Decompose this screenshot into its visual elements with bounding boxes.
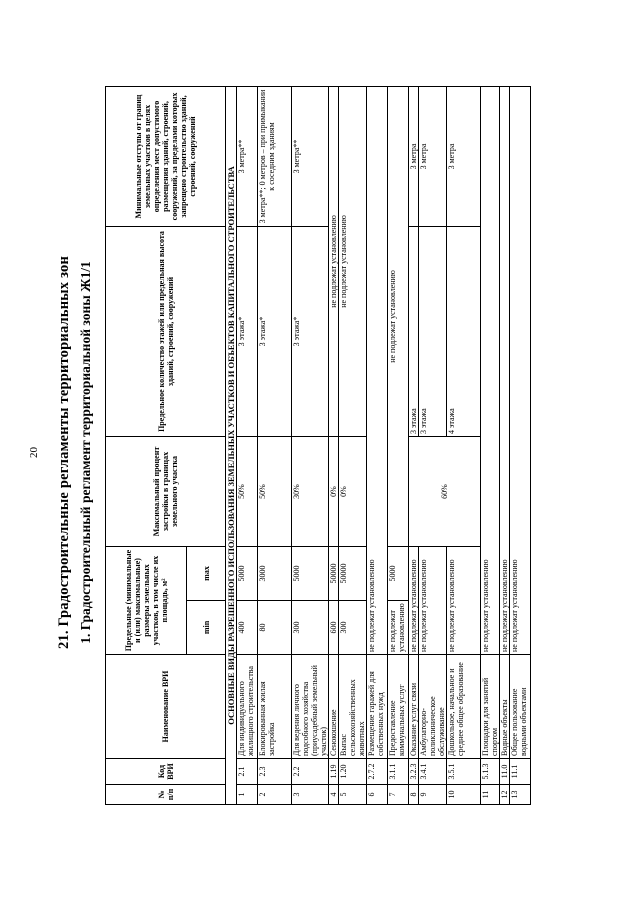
cell-code: 5.1.3 bbox=[481, 759, 500, 785]
cell-min: 300 bbox=[339, 601, 367, 655]
cell-merged-values: не подлежат установлению bbox=[510, 87, 531, 655]
cell-percent: 60% bbox=[409, 437, 481, 547]
cell-code: 3.1.1 bbox=[388, 759, 409, 785]
cell-num: 3 bbox=[292, 785, 329, 805]
table-row bbox=[367, 87, 388, 805]
cell-name: Размещение гаражей для собственных нужд bbox=[367, 655, 388, 759]
cell-name: Для индивидуального жилищного строительства bbox=[237, 655, 258, 759]
cell-sizes: не подлежат установлению bbox=[447, 547, 481, 655]
subsection-title: 1. Градостроительный регламент территориальной зоны Ж1/1 bbox=[78, 261, 93, 644]
cell-max: 3000 bbox=[258, 547, 292, 601]
page-number: 20 bbox=[28, 447, 40, 458]
cell-sizes: не подлежат установлению bbox=[419, 547, 447, 655]
cell-min: не подлежат установлению bbox=[388, 601, 409, 655]
cell-name: Общее пользование водными объектами bbox=[510, 655, 531, 759]
cell-percent: 0% bbox=[329, 437, 339, 547]
cell-num: 11 bbox=[481, 785, 500, 805]
header-floors: Предельное количество этажей или предельная высота зданий, строений, сооружений bbox=[106, 227, 226, 437]
cell-percent: 30% bbox=[292, 437, 329, 547]
cell-min: 300 bbox=[292, 601, 329, 655]
cell-setback: 3 метра**; 0 метров – при примыкании к соседним зданиям bbox=[258, 87, 292, 227]
cell-code: 2.2 bbox=[292, 759, 329, 785]
cell-code: 3.5.1 bbox=[447, 759, 481, 785]
header-code: Код ВРИ bbox=[106, 759, 226, 785]
cell-setback: 3 метра bbox=[409, 87, 419, 227]
cell-setback: 3 метра bbox=[419, 87, 447, 227]
table-header-row bbox=[106, 87, 187, 805]
table-row bbox=[292, 87, 329, 805]
cell-floors: 3 этажа* bbox=[292, 227, 329, 437]
cell-num: 6 bbox=[367, 785, 388, 805]
cell-num: 13 bbox=[510, 785, 531, 805]
cell-sizes: не подлежат установлению bbox=[409, 547, 419, 655]
cell-num: 10 bbox=[447, 785, 481, 805]
cell-floors: 3 этажа* bbox=[258, 227, 292, 437]
cell-max: 50000 bbox=[329, 547, 339, 601]
cell-merged-values: не подлежат установлению bbox=[481, 87, 500, 655]
header-max: max bbox=[187, 547, 226, 601]
cell-setback: 3 метра bbox=[447, 87, 481, 227]
header-name: Наименование ВРИ bbox=[106, 655, 226, 759]
table-row bbox=[409, 87, 419, 805]
table-row bbox=[258, 87, 292, 805]
cell-name: Водные объекты bbox=[500, 655, 510, 759]
cell-num: 8 bbox=[409, 785, 419, 805]
cell-min: 400 bbox=[237, 601, 258, 655]
table-row bbox=[481, 87, 500, 805]
band-row bbox=[226, 87, 237, 805]
header-min: min bbox=[187, 601, 226, 655]
cell-max: 5000 bbox=[237, 547, 258, 601]
table-row bbox=[339, 87, 367, 805]
header-setback: Минимальные отступы от границ земельных участков в целях определения мест допустимого размещения зданий, строений, сооружений, за пределами которых запрещено строительство зданий, строений, сооружений bbox=[106, 87, 226, 227]
cell-min: 80 bbox=[258, 601, 292, 655]
cell-percent: 50% bbox=[237, 437, 258, 547]
cell-name: Предоставление коммунальных услуг bbox=[388, 655, 409, 759]
cell-setback: 3 метра** bbox=[237, 87, 258, 227]
cell-floors: 3 этажа bbox=[409, 227, 419, 437]
cell-num: 1 bbox=[237, 785, 258, 805]
cell-name: Блокированная жилая застройка bbox=[258, 655, 292, 759]
cell-merged-values: не подлежат установлению bbox=[388, 87, 409, 547]
cell-code: 2.1 bbox=[237, 759, 258, 785]
header-num: № п/п bbox=[106, 785, 226, 805]
cell-max: 5000 bbox=[292, 547, 329, 601]
regulation-table bbox=[105, 86, 531, 805]
cell-floors-setback: не подлежат установлению bbox=[339, 87, 367, 437]
cell-name: Площадки для занятий спортом bbox=[481, 655, 500, 759]
cell-setback: 3 метра** bbox=[292, 87, 329, 227]
header-sizes: Предельные (минимальные и (или) максимальные) размеры земельных участков, в том числе их площадь, м² bbox=[106, 547, 187, 655]
cell-merged-values: не подлежат установлению bbox=[367, 87, 388, 655]
cell-floors-setback: не подлежат установлению bbox=[329, 87, 339, 437]
cell-name: Выпас сельскохозяйственных животных bbox=[339, 655, 367, 759]
band-title: ОСНОВНЫЕ ВИДЫ РАЗРЕШЕННОГО ИСПОЛЬЗОВАНИЯ ЗЕМЕЛЬНЫХ УЧАСТКОВ И ОБЪЕКТОВ КАПИТАЛЬНОГО СТРОИТЕЛЬСТВА bbox=[226, 87, 237, 805]
cell-max: 5000 bbox=[388, 547, 409, 601]
table-row bbox=[329, 87, 339, 805]
cell-max: 50000 bbox=[339, 547, 367, 601]
cell-name: Сенокошение bbox=[329, 655, 339, 759]
cell-percent: 50% bbox=[258, 437, 292, 547]
cell-name: Для ведения личного подсобного хозяйства (приусадебный земельный участок) bbox=[292, 655, 329, 759]
table-row bbox=[500, 87, 510, 805]
cell-code: 2.7.2 bbox=[367, 759, 388, 785]
table-row bbox=[388, 87, 409, 805]
cell-num: 12 bbox=[500, 785, 510, 805]
cell-percent: 0% bbox=[339, 437, 367, 547]
cell-num: 5 bbox=[339, 785, 367, 805]
cell-floors: 3 этажа bbox=[419, 227, 447, 437]
cell-name: Оказание услуг связи bbox=[409, 655, 419, 759]
cell-code: 1.20 bbox=[339, 759, 367, 785]
section-title: 21. Градостроительные регламенты территориальных зон bbox=[56, 255, 72, 650]
table-row bbox=[237, 87, 258, 805]
cell-num: 2 bbox=[258, 785, 292, 805]
cell-code: 3.2.3 bbox=[409, 759, 419, 785]
cell-num: 7 bbox=[388, 785, 409, 805]
cell-name: Дошкольное, начальное и среднее общее образование bbox=[447, 655, 481, 759]
cell-code: 3.4.1 bbox=[419, 759, 447, 785]
header-percent: Максимальный процент застройки в границах земельного участка bbox=[106, 437, 226, 547]
cell-min: 600 bbox=[329, 601, 339, 655]
cell-num: 4 bbox=[329, 785, 339, 805]
cell-code: 11.0 bbox=[500, 759, 510, 785]
cell-floors: 3 этажа* bbox=[237, 227, 258, 437]
table-row bbox=[510, 87, 531, 805]
cell-code: 2.3 bbox=[258, 759, 292, 785]
cell-merged-values: не подлежат установлению bbox=[500, 87, 510, 655]
cell-code: 11.1 bbox=[510, 759, 531, 785]
cell-name: Амбулаторно-поликлиническое обслуживание bbox=[419, 655, 447, 759]
cell-floors: 4 этажа bbox=[447, 227, 481, 437]
cell-num: 9 bbox=[419, 785, 447, 805]
cell-code: 1.19 bbox=[329, 759, 339, 785]
